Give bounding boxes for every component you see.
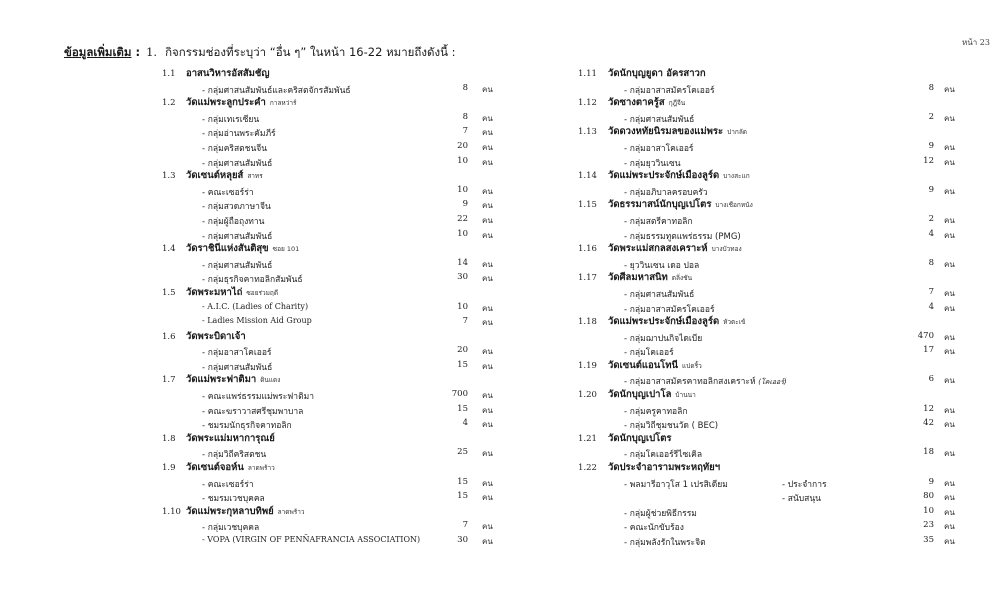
left-column [162,66,512,548]
item-unit: คน [482,405,493,415]
item-text: - Ladies Mission Aid Group [202,316,312,326]
item-description [202,272,303,286]
item-unit: คน [944,157,955,167]
item-count: 15 [457,359,468,370]
heading-number: 1. [146,45,158,59]
item-description [202,491,265,505]
item-unit: คน [944,522,955,532]
item-count: 9 [928,184,934,195]
heading-label: ข้อมูลเพิ่มเติม [64,45,132,59]
section-number: 1.11 [578,69,597,79]
item-unit: คน [482,347,493,357]
item-description [202,83,351,97]
item-count: 7 [462,126,468,137]
section-title: วัดดวงหทัยนิรมลของแม่พระ [608,126,724,138]
item-unit: คน [482,537,493,546]
list-item [578,416,955,432]
section-title: วัดนักบุญยูดา อัครสาวก [608,68,706,79]
section-location: ซอยร่วมฤดี [246,288,279,297]
list-item [578,402,955,417]
item-count: 700 [451,389,468,400]
item-description [624,374,787,388]
section-number: 1.7 [162,375,176,386]
section-number: 1.10 [162,506,181,517]
list-item [162,402,512,417]
item-count: 470 [917,330,934,341]
item-description [202,447,266,461]
item-count: 10 [457,184,468,195]
section-number: 1.12 [578,98,597,109]
item-count: 10 [457,155,468,166]
item-count: 15 [457,476,468,487]
section-title: วัดเซนต์แอนโทนี [608,359,679,371]
section-title: วัดแม่พระประจักษ์เมืองลูร์ด [608,316,720,328]
item-unit: คน [944,303,955,313]
item-unit: คน [482,522,493,532]
item-text: - กลุ่มอาสาโคเออร์ [624,143,694,154]
list-item [162,124,512,139]
right-column [578,66,955,548]
section-title: วัดธรรมาสน์นักบุญเปโตร [608,199,712,211]
item-unit: คน [944,142,955,152]
item-count: 14 [457,257,468,268]
item-text: - กลุ่มอาสาสมัครโคเออร์ [624,304,715,315]
item-unit: คน [482,361,493,371]
list-item [578,445,955,461]
item-count: 9 [462,199,468,210]
list-item [162,489,512,504]
section-title: วัดแม่พระกุหลาบทิพย์ [186,505,274,517]
list-item [162,110,512,125]
item-text: - กลุ่มยุววินเซน [624,158,681,169]
item-count: 17 [923,345,934,356]
item-text: - กลุ่มสตรีคาทอลิก [624,216,693,227]
list-item [578,504,955,519]
section-header [578,387,948,402]
section-title: วัดซางตาครู้ส [608,97,665,109]
section-title: วัดศีลมหาสนิท [608,272,668,284]
item-unit: คน [944,507,955,517]
item-text: - กลุ่มอ่านพระคัมภีร์ [202,129,276,140]
item-text: - กลุ่มฌาปนกิจไดเบีย [624,333,703,344]
item-text: - กลุ่มศาสนสัมพันธ์ [202,260,273,271]
item-count: 20 [457,140,468,151]
item-count: 10 [923,505,934,516]
item-text: - กลุ่มศาสนสัมพันธ์ [202,158,273,169]
list-item [578,329,955,344]
list-item [578,475,955,490]
item-count: 18 [923,447,934,458]
list-item [578,227,955,242]
item-text: - กลุ่มสวดภาษาจีน [202,202,271,213]
item-unit: คน [482,318,493,328]
item-unit: คน [944,537,955,546]
section-number: 1.9 [162,463,176,474]
item-count: 8 [928,257,934,268]
section-header [162,285,512,300]
item-text: - A.I.C. (Ladies of Charity) [202,301,309,311]
item-unit: คน [944,84,955,94]
section-number: 1.4 [162,244,176,255]
item-text: - พลมารีอาวุโส 1 เปรสิเดียม [624,479,728,490]
section-number: 1.8 [162,433,176,444]
item-unit: คน [944,376,955,386]
item-text: - กลุ่มผู้ช่วยพิธีกรรม [624,508,697,519]
item-text: - กลุ่มพลังรักในพระจิต [624,538,706,548]
section-number: 1.15 [578,200,597,211]
item-count: 9 [928,140,934,151]
section-number: 1.16 [578,244,597,255]
item-note: (โคเออร์) [758,378,787,387]
item-count: 8 [462,111,468,122]
item-text: - กลุ่มธุรกิจคาทอลิกสัมพันธ์ [202,275,303,286]
section-header [162,95,512,110]
item-description [624,156,681,170]
section-location: หัวตะเข้ [723,318,746,327]
list-item [578,285,955,300]
heading-colon: : [135,45,141,59]
section-number: 1.19 [578,360,597,371]
list-item [578,300,955,315]
list-item [162,139,512,154]
section-title: วัดพระแม่สกลสงเคราะห์ [608,243,708,255]
section-header [162,241,512,256]
item-description [624,229,741,243]
section-number: 1.22 [578,463,597,474]
list-item [162,183,512,198]
section-location: ลาดพร้าว [247,464,275,473]
item-count: 4 [928,228,934,239]
item-unit: คน [482,449,493,459]
item-text: - คณะเซอร์ร่า [202,479,254,490]
item-count: 35 [923,535,934,545]
item-subcategory: - ประจำการ [782,479,827,490]
section-title: วัดราชินีแห่งสันติสุข [186,243,269,255]
item-text: - กลุ่มศาสนสัมพันธ์ [624,114,695,125]
section-header [578,431,948,446]
item-text: - กลุ่มวิถีชุมชนวัด ( BEC) [624,421,719,432]
section-location: บางสะแก [723,172,750,181]
item-count: 8 [462,82,468,93]
item-text: - กลุ่มศาสนสัมพันธ์ [202,362,273,373]
item-count: 80 [923,491,934,502]
section-title: วัดประจำอารามพระหฤทัยฯ [608,462,721,474]
list-item [578,372,955,388]
item-description [624,258,699,272]
list-item [162,343,512,358]
item-unit: คน [944,493,955,503]
section-header [162,460,512,475]
list-item [162,358,512,373]
item-unit: คน [482,142,493,152]
section-number: 1.13 [578,127,597,138]
item-unit: คน [482,274,493,284]
item-text: - คณะนักขับร้อง [624,523,684,534]
item-description [624,83,715,97]
item-count: 25 [457,447,468,458]
list-item [162,81,512,96]
item-text: - คณะแพร่ธรรมแม่พระฟาติมา [202,392,314,403]
item-count: 42 [923,418,934,429]
section-title: วัดเซนต์จอห์น [186,462,244,474]
item-count: 22 [457,213,468,224]
item-unit: คน [944,230,955,240]
item-count: 10 [457,228,468,239]
item-text: - กลุ่มเวชบุคคล [202,523,260,534]
section-header [578,95,948,110]
item-description [202,418,292,432]
item-text: - กลุ่มโคเออร์ [624,348,674,359]
item-count: 15 [457,403,468,414]
section-location: บางเชือกหนัง [715,201,753,210]
list-item [162,227,512,242]
heading-text: กิจกรรมช่องที่ระบุว่า “อื่น ๆ” ในหน้า 16-22 หมายถึงดังนี้ : [165,45,456,59]
section-header [578,241,948,256]
section-header [578,314,948,329]
section-title: วัดพระมหาไถ่ [186,286,243,298]
item-unit: คน [944,332,955,342]
list-item [162,154,512,169]
item-text: - กลุ่มคริสตชนจีน [202,143,268,154]
list-item [162,300,512,315]
section-number: 1.17 [578,273,597,284]
section-location: ลาดพร้าว [277,507,305,516]
item-description [624,185,708,199]
item-unit: คน [482,201,493,211]
section-number: 1.21 [578,433,597,444]
item-text: - กลุ่มอาสาสมัครโคเออร์ [624,85,715,96]
item-text: - กลุ่มผู้ถือถุงทาน [202,216,265,227]
item-count: 4 [928,301,934,312]
item-text: - คณะเซอร์ร่า [202,187,254,198]
item-text: - กลุ่มธรรมทูตแพร่ธรรม (PMG) [624,231,741,242]
item-unit: คน [944,215,955,225]
item-text: - กลุ่มเทเรเซียน [202,114,260,125]
item-unit: คน [944,259,955,269]
list-item [578,489,955,505]
item-unit: คน [944,186,955,196]
item-subcategory: - สนับสนุน [782,494,821,505]
list-item [578,256,955,271]
list-item [162,212,512,227]
item-count: 12 [923,155,934,166]
item-unit: คน [482,186,493,196]
item-description [624,302,715,316]
section-header [162,504,512,519]
section-header [578,460,948,475]
item-description [202,535,420,544]
item-unit: คน [482,128,493,138]
list-item [162,314,512,329]
item-text: - VOPA (VIRGIN OF PENÑAFRANCIA ASSOCIATION) [202,535,421,544]
item-count: 2 [928,213,934,224]
section-location: สาทร [247,172,263,181]
list-item [162,270,512,285]
item-text: - กลุ่มครูคาทอลิก [624,406,688,417]
section-title: วัดนักบุญเปาโล [608,389,672,401]
item-unit: คน [944,347,955,357]
item-description [202,302,308,311]
list-item [578,110,955,125]
section-number: 1.6 [162,331,176,342]
list-item [578,212,955,227]
item-count: 30 [457,272,468,283]
list-item [162,533,512,548]
item-description [624,112,694,126]
list-item [162,518,512,533]
item-unit: คน [482,303,493,313]
section-header [578,66,948,81]
section-header [578,168,948,183]
item-unit: คน [944,449,955,459]
list-item [162,256,512,271]
list-item [162,387,512,402]
section-location: ซอย 101 [272,245,300,254]
item-unit: คน [482,259,493,269]
item-text: - ยุววินเซน เดอ ปอล [624,260,700,271]
item-unit: คน [482,420,493,430]
item-unit: คน [482,493,493,503]
section-title: วัดพระแม่มหาการุณย์ [186,432,275,444]
item-unit: คน [944,420,955,430]
item-unit: คน [482,215,493,225]
section-title: วัดแม่พระลูกประคำ [186,97,266,109]
item-text: - กลุ่มอภิบาลครอบครัว [624,187,708,198]
section-title: อาสนวิหารอัสสัมชัญ [186,68,270,79]
item-unit: คน [944,113,955,123]
section-title: วัดเซนต์หลุยส์ [186,170,244,182]
item-unit: คน [482,230,493,240]
section-number: 1.5 [162,287,176,298]
item-text: - กลุ่มโคเออร์รีไซเคิล [624,450,703,461]
item-unit: คน [482,84,493,94]
item-text: - กลุ่มวิถีคริสตชน [202,450,267,461]
item-unit: คน [482,478,493,488]
section-location: ดินแดง [260,376,281,385]
item-text: - คณะฆราวาสศรีชุมพาบาล [202,406,304,417]
item-description [202,360,272,374]
item-description [624,447,702,461]
item-description [624,418,718,432]
section-number: 1.18 [578,317,597,328]
section-title: วัดแม่พระฟาติมา [186,374,257,386]
section-location: กุฎีจีน [668,99,686,108]
item-count: 7 [462,316,468,327]
section-title: วัดพระบิดาเจ้า [186,330,246,342]
item-unit: คน [482,391,493,401]
section-header [162,66,512,81]
section-location: แปดริ้ว [682,361,702,370]
list-item [162,416,512,431]
section-title: วัดนักบุญเปโตร [608,432,672,444]
item-text: - กลุ่มอาสาโคเออร์ [202,348,272,359]
section-header [578,124,948,139]
section-header [578,197,948,212]
item-description [624,345,674,359]
list-item [578,139,955,154]
item-text: - ชมรมเวชบุคคล [202,494,265,505]
item-text: - กลุ่มอาสาสมัครคาทอลิกสงเคราะห์ [624,377,756,388]
item-unit: คน [944,478,955,488]
item-count: 30 [457,535,468,545]
item-count: 9 [928,476,934,487]
item-count: 4 [462,418,468,429]
item-count: 6 [928,374,934,385]
section-number: 1.1 [162,69,176,79]
list-item [162,475,512,490]
item-text: - กลุ่มศาสนสัมพันธ์ [202,231,273,242]
section-header [162,372,512,387]
section-title: วัดแม่พระประจักษ์เมืองลูร์ด [608,170,720,182]
section-number: 1.20 [578,390,597,401]
section-location: ปากลัด [727,128,748,137]
section-header [162,168,512,183]
item-count: 7 [928,286,934,297]
section-header [578,270,948,285]
item-count: 7 [462,520,468,531]
item-text: - กลุ่มศาสนสัมพันธ์และคริสตจักรสัมพันธ์ [202,85,351,96]
section-location: บางบัวทอง [711,245,742,254]
item-unit: คน [482,113,493,123]
section-location: ตลิ่งชัน [671,274,693,283]
item-text: - ชมรมนักธุรกิจคาทอลิก [202,421,292,432]
section-number: 1.14 [578,171,597,182]
section-location: กาลหว่าร์ [269,99,297,108]
section-header [578,358,948,373]
list-item [578,533,955,548]
item-unit: คน [944,288,955,298]
section-number: 1.2 [162,98,176,109]
item-description [202,316,312,325]
list-item [578,343,955,359]
list-item [578,154,955,169]
item-description [202,229,272,243]
item-unit: คน [944,405,955,415]
section-header [162,329,512,344]
list-item [162,445,512,460]
item-count: 8 [928,82,934,93]
section-location: บ้านนา [675,391,696,400]
item-description [202,156,272,170]
item-description [624,535,706,549]
item-text: - กลุ่มศาสนสัมพันธ์ [624,289,695,300]
item-count: 20 [457,345,468,356]
page-heading [64,44,455,62]
section-header [162,431,512,446]
item-count: 2 [928,111,934,122]
item-count: 23 [923,520,934,531]
item-count: 10 [457,301,468,312]
list-item [162,197,512,212]
list-item [578,183,955,198]
page-number: หน้า 23 [962,38,990,47]
list-item [578,518,955,534]
item-unit: คน [482,157,493,167]
item-count: 12 [923,403,934,414]
list-item [578,81,955,96]
item-count: 15 [457,491,468,502]
section-number: 1.3 [162,171,176,182]
